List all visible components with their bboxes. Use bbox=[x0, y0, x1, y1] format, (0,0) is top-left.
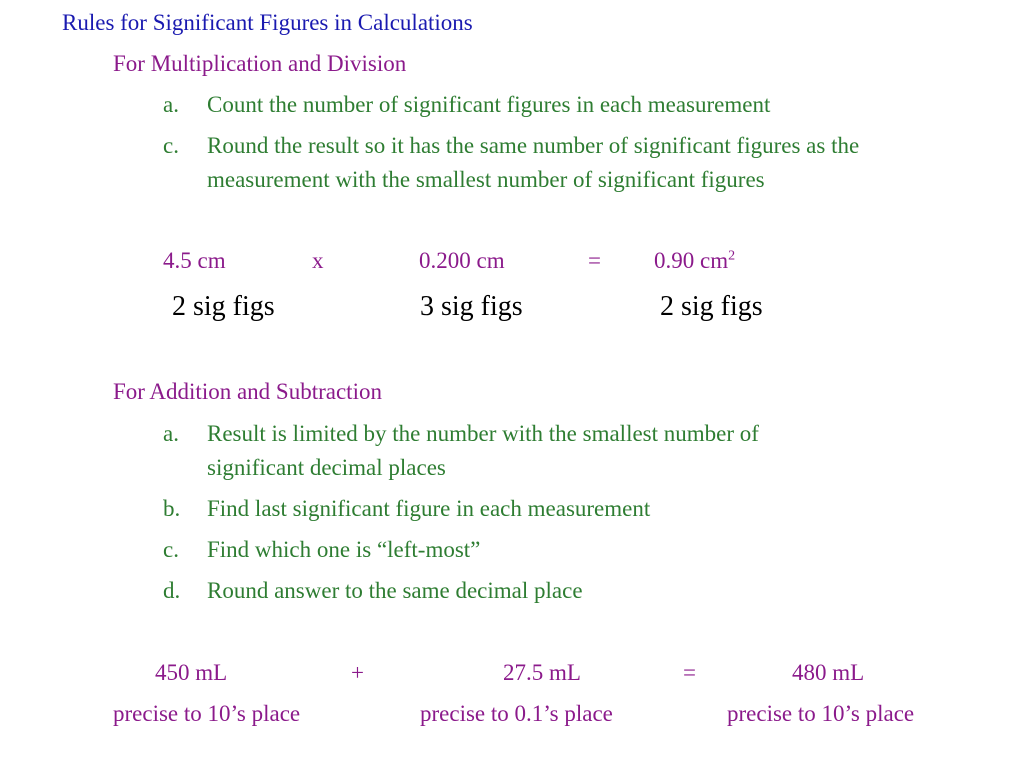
slide-title: Rules for Significant Figures in Calculations bbox=[62, 10, 473, 35]
mult-item-c-line2: measurement with the smallest number of significant figures bbox=[207, 167, 765, 192]
sigfigs-3: 2 sig figs bbox=[660, 291, 763, 322]
add-item-d-letter: d. bbox=[163, 578, 181, 603]
mult-item-a-text: Count the number of significant figures in each measurement bbox=[207, 92, 771, 117]
sigfigs-1: 2 sig figs bbox=[172, 291, 275, 322]
mult-equals: = bbox=[588, 248, 601, 273]
sigfigs-2: 3 sig figs bbox=[420, 291, 523, 322]
add-item-d-text: Round answer to the same decimal place bbox=[207, 578, 583, 603]
mult-result bbox=[654, 248, 735, 274]
mult-result-value: 0.90 cm bbox=[654, 248, 729, 273]
mult-operand1: 4.5 cm bbox=[163, 248, 226, 273]
add-item-c-letter: c. bbox=[163, 537, 179, 562]
add-result: 480 mL bbox=[792, 660, 865, 685]
add-operand2: 27.5 mL bbox=[503, 660, 581, 685]
add-item-a-letter: a. bbox=[163, 421, 179, 446]
precision-2: precise to 0.1’s place bbox=[420, 701, 613, 726]
add-item-a-line1: Result is limited by the number with the smallest number of bbox=[207, 421, 759, 446]
add-item-b-text: Find last significant figure in each measurement bbox=[207, 496, 651, 521]
precision-3: precise to 10’s place bbox=[727, 701, 915, 726]
multiplication-heading: For Multiplication and Division bbox=[113, 51, 407, 76]
mult-operator: x bbox=[312, 248, 324, 273]
add-item-c-text: Find which one is “left-most” bbox=[207, 537, 481, 562]
addition-heading: For Addition and Subtraction bbox=[113, 379, 382, 404]
add-equals: = bbox=[683, 660, 696, 685]
add-operand1: 450 mL bbox=[155, 660, 228, 685]
mult-item-c-line1: Round the result so it has the same number of significant figures as the bbox=[207, 133, 860, 158]
add-operator: + bbox=[351, 660, 364, 685]
mult-item-a-letter: a. bbox=[163, 92, 179, 117]
precision-1: precise to 10’s place bbox=[113, 701, 301, 726]
add-item-a-line2: significant decimal places bbox=[207, 455, 446, 480]
add-item-b-letter: b. bbox=[163, 496, 181, 521]
mult-result-exponent: 2 bbox=[728, 248, 736, 264]
mult-operand2: 0.200 cm bbox=[419, 248, 505, 273]
mult-item-c-letter: c. bbox=[163, 133, 179, 158]
